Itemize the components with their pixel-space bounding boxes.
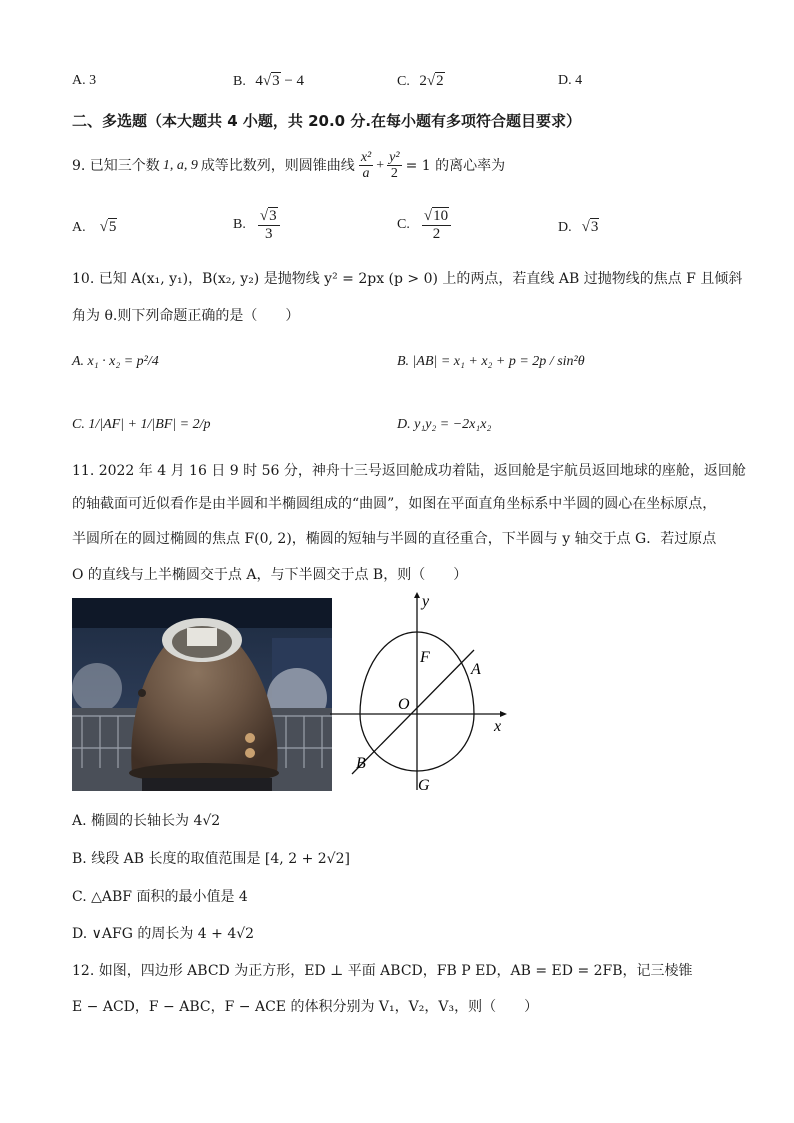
curved-circle-figure [330, 592, 520, 797]
question-12-line2: E − ACD，F − ABC，F − ACE 的体积分别为 V₁，V₂，V₃，则（ ） [72, 999, 539, 1015]
q10-option-d: D. y₁y₂ = −2x₁x₂ [397, 417, 492, 432]
q9-option-d: D. √3 [558, 219, 599, 235]
question-10-line2: 角为 θ.则下列命题正确的是（ ） [72, 308, 300, 324]
question-11-line3: 半圆所在的圆过椭圆的焦点 F(0, 2)，椭圆的短轴与半圆的直径重合，下半圆与 y 轴交于点 G．若过原点 [72, 531, 717, 547]
x-arrow-icon [500, 711, 507, 717]
q9-stem-a: 9. 已知三个数 [72, 157, 160, 174]
q11-option-c: C. △ABF 面积的最小值是 4 [72, 889, 248, 905]
label-f: F [420, 649, 430, 666]
label-a: A [471, 661, 481, 678]
q9-option-b: B. $\frac{√3}{3}$ [233, 208, 280, 242]
q11-option-a: A. 椭圆的长轴长为 4√2 [72, 813, 221, 829]
section-heading: 二、多选题（本大题共 4 小题，共 20.0 分.在每小题有多项符合题目要求） [72, 112, 582, 130]
q8-option-a: A. 3 [72, 73, 97, 88]
label-y: y [422, 593, 430, 610]
label-x: x [494, 718, 502, 735]
label-g: G [418, 777, 430, 794]
question-10-line1: 10. 已知 A(x₁, y₁)，B(x₂, y₂) 是抛物线 y² = 2px (p > 0) 上的两点，若直线 AB 过抛物线的焦点 F 且倾斜 [72, 271, 743, 287]
question-11-line1: 11. 2022 年 4 月 16 日 9 时 56 分，神舟十三号返回舱成功着陆，返回舱是宇航员返回地球的座舱，返回舱 [72, 463, 746, 479]
label-o: O [398, 696, 410, 713]
q9-stem-b: 1, a, 9 [162, 157, 198, 173]
question-11-line2: 的轴截面可近似看作是由半圆和半椭圆组成的“曲圆”，如图在平面直角坐标系中半圆的圆心在坐标原点， [72, 496, 717, 512]
q9-option-c: C. $\frac{√10}{2}$ [397, 208, 451, 242]
q8-option-b-label: B. [233, 74, 246, 89]
question-12-line1: 12. 如图，四边形 ABCD 为正方形，ED ⊥ 平面 ABCD，FB P ED，AB = ED = 2FB，记三棱锥 [72, 963, 693, 979]
question-11-line4: O 的直线与上半椭圆交于点 A，与下半圆交于点 B，则（ ） [72, 567, 468, 583]
q11-option-d: D. ∨AFG 的周长为 4 + 4√2 [72, 926, 255, 942]
q8-option-c-label: C. [397, 74, 410, 89]
q10-option-b: B. |AB| = x₁ + x₂ + p = 2p / sin²θ [397, 354, 585, 369]
q8-option-d: D. 4 [558, 73, 583, 88]
y-arrow-icon [414, 592, 420, 598]
q10-option-c: C. 1/|AF| + 1/|BF| = 2/p [72, 417, 211, 432]
q8-option-b: B. 4√3 − 4 [233, 73, 305, 89]
q8-option-c: C. 2√2 [397, 73, 444, 89]
q9-stem-c: 成等比数列，则圆锥曲线 [200, 157, 355, 174]
question-9-stem: 9. 已知三个数 1, a, 9 成等比数列，则圆锥曲线 $\frac{\text{x²}}{a}$ + $\frac{\text{y²}}{2}$ = 1 的离心率为 [72, 150, 506, 182]
q9-option-a: A. √5 [72, 219, 117, 235]
q10-option-a: A. x₁ · x₂ = p²/4 [72, 354, 159, 369]
q11-option-b: B. 线段 AB 长度的取值范围是 [4, 2 + 2√2] [72, 851, 350, 867]
q9-stem-d: = 1 的离心率为 [405, 157, 506, 174]
capsule-photo [72, 598, 332, 791]
label-b: B [356, 755, 366, 772]
